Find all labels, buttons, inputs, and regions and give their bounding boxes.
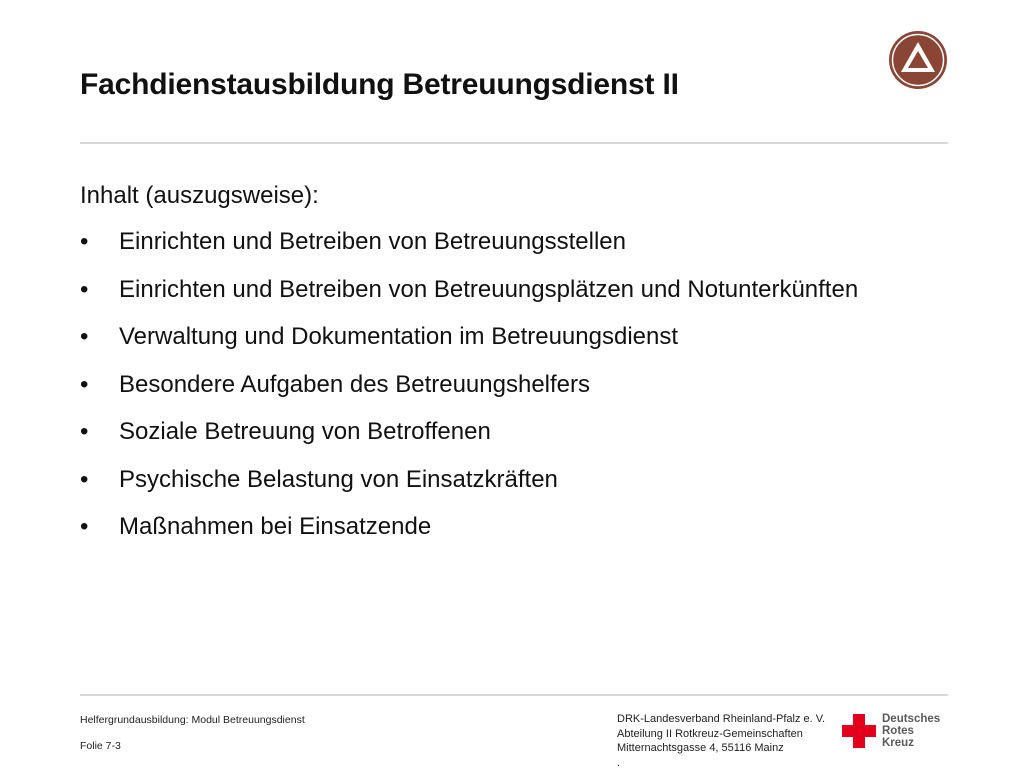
org-line: DRK-Landesverband Rheinland-Pfalz e. V. bbox=[617, 712, 825, 727]
list-item bbox=[80, 511, 940, 543]
bullet-icon: • bbox=[80, 274, 100, 306]
list-item-text: Verwaltung und Dokumentation im Betreuungsdienst bbox=[119, 323, 678, 350]
organization-address bbox=[617, 712, 825, 770]
list-item bbox=[80, 464, 940, 496]
wordmark-line: Kreuz bbox=[882, 737, 940, 749]
list-item bbox=[80, 274, 940, 306]
header-divider bbox=[80, 142, 948, 144]
slide-content bbox=[80, 182, 940, 559]
bullet-icon: • bbox=[80, 511, 100, 543]
list-item-text: Soziale Betreuung von Betroffenen bbox=[119, 418, 491, 445]
org-line: Mitternachtsgasse 4, 55116 Mainz bbox=[617, 741, 825, 756]
list-item-text: Einrichten und Betreiben von Betreuungsstellen bbox=[119, 228, 626, 255]
bullet-icon: • bbox=[80, 226, 100, 258]
bullet-icon: • bbox=[80, 464, 100, 496]
org-line: Abteilung II Rotkreuz-Gemeinschaften bbox=[617, 727, 825, 742]
list-item bbox=[80, 226, 940, 258]
content-intro: Inhalt (auszugsweise): bbox=[80, 182, 940, 210]
list-item-text: Einrichten und Betreiben von Betreuungsplätzen und Notunterkünften bbox=[119, 276, 858, 303]
wordmark-line: Deutsches bbox=[882, 713, 940, 725]
triangle-in-circle-logo-icon bbox=[888, 30, 948, 90]
bullet-list bbox=[80, 226, 940, 543]
red-cross-icon bbox=[842, 714, 876, 748]
drk-wordmark bbox=[882, 713, 940, 749]
bullet-icon: • bbox=[80, 416, 100, 448]
footer-divider bbox=[80, 694, 948, 696]
org-line: . bbox=[617, 756, 825, 770]
list-item-text: Maßnahmen bei Einsatzende bbox=[119, 513, 431, 540]
bullet-icon: • bbox=[80, 369, 100, 401]
bullet-icon: • bbox=[80, 321, 100, 353]
wordmark-line: Rotes bbox=[882, 725, 940, 737]
list-item bbox=[80, 369, 940, 401]
list-item-text: Besondere Aufgaben des Betreuungshelfers bbox=[119, 371, 590, 398]
list-item-text: Psychische Belastung von Einsatzkräften bbox=[119, 466, 558, 493]
course-name: Helfergrundausbildung: Modul Betreuungsdienst bbox=[80, 714, 305, 726]
list-item bbox=[80, 321, 940, 353]
slide-number: Folie 7-3 bbox=[80, 740, 121, 752]
slide-title: Fachdienstausbildung Betreuungsdienst II bbox=[80, 68, 679, 102]
list-item bbox=[80, 416, 940, 448]
